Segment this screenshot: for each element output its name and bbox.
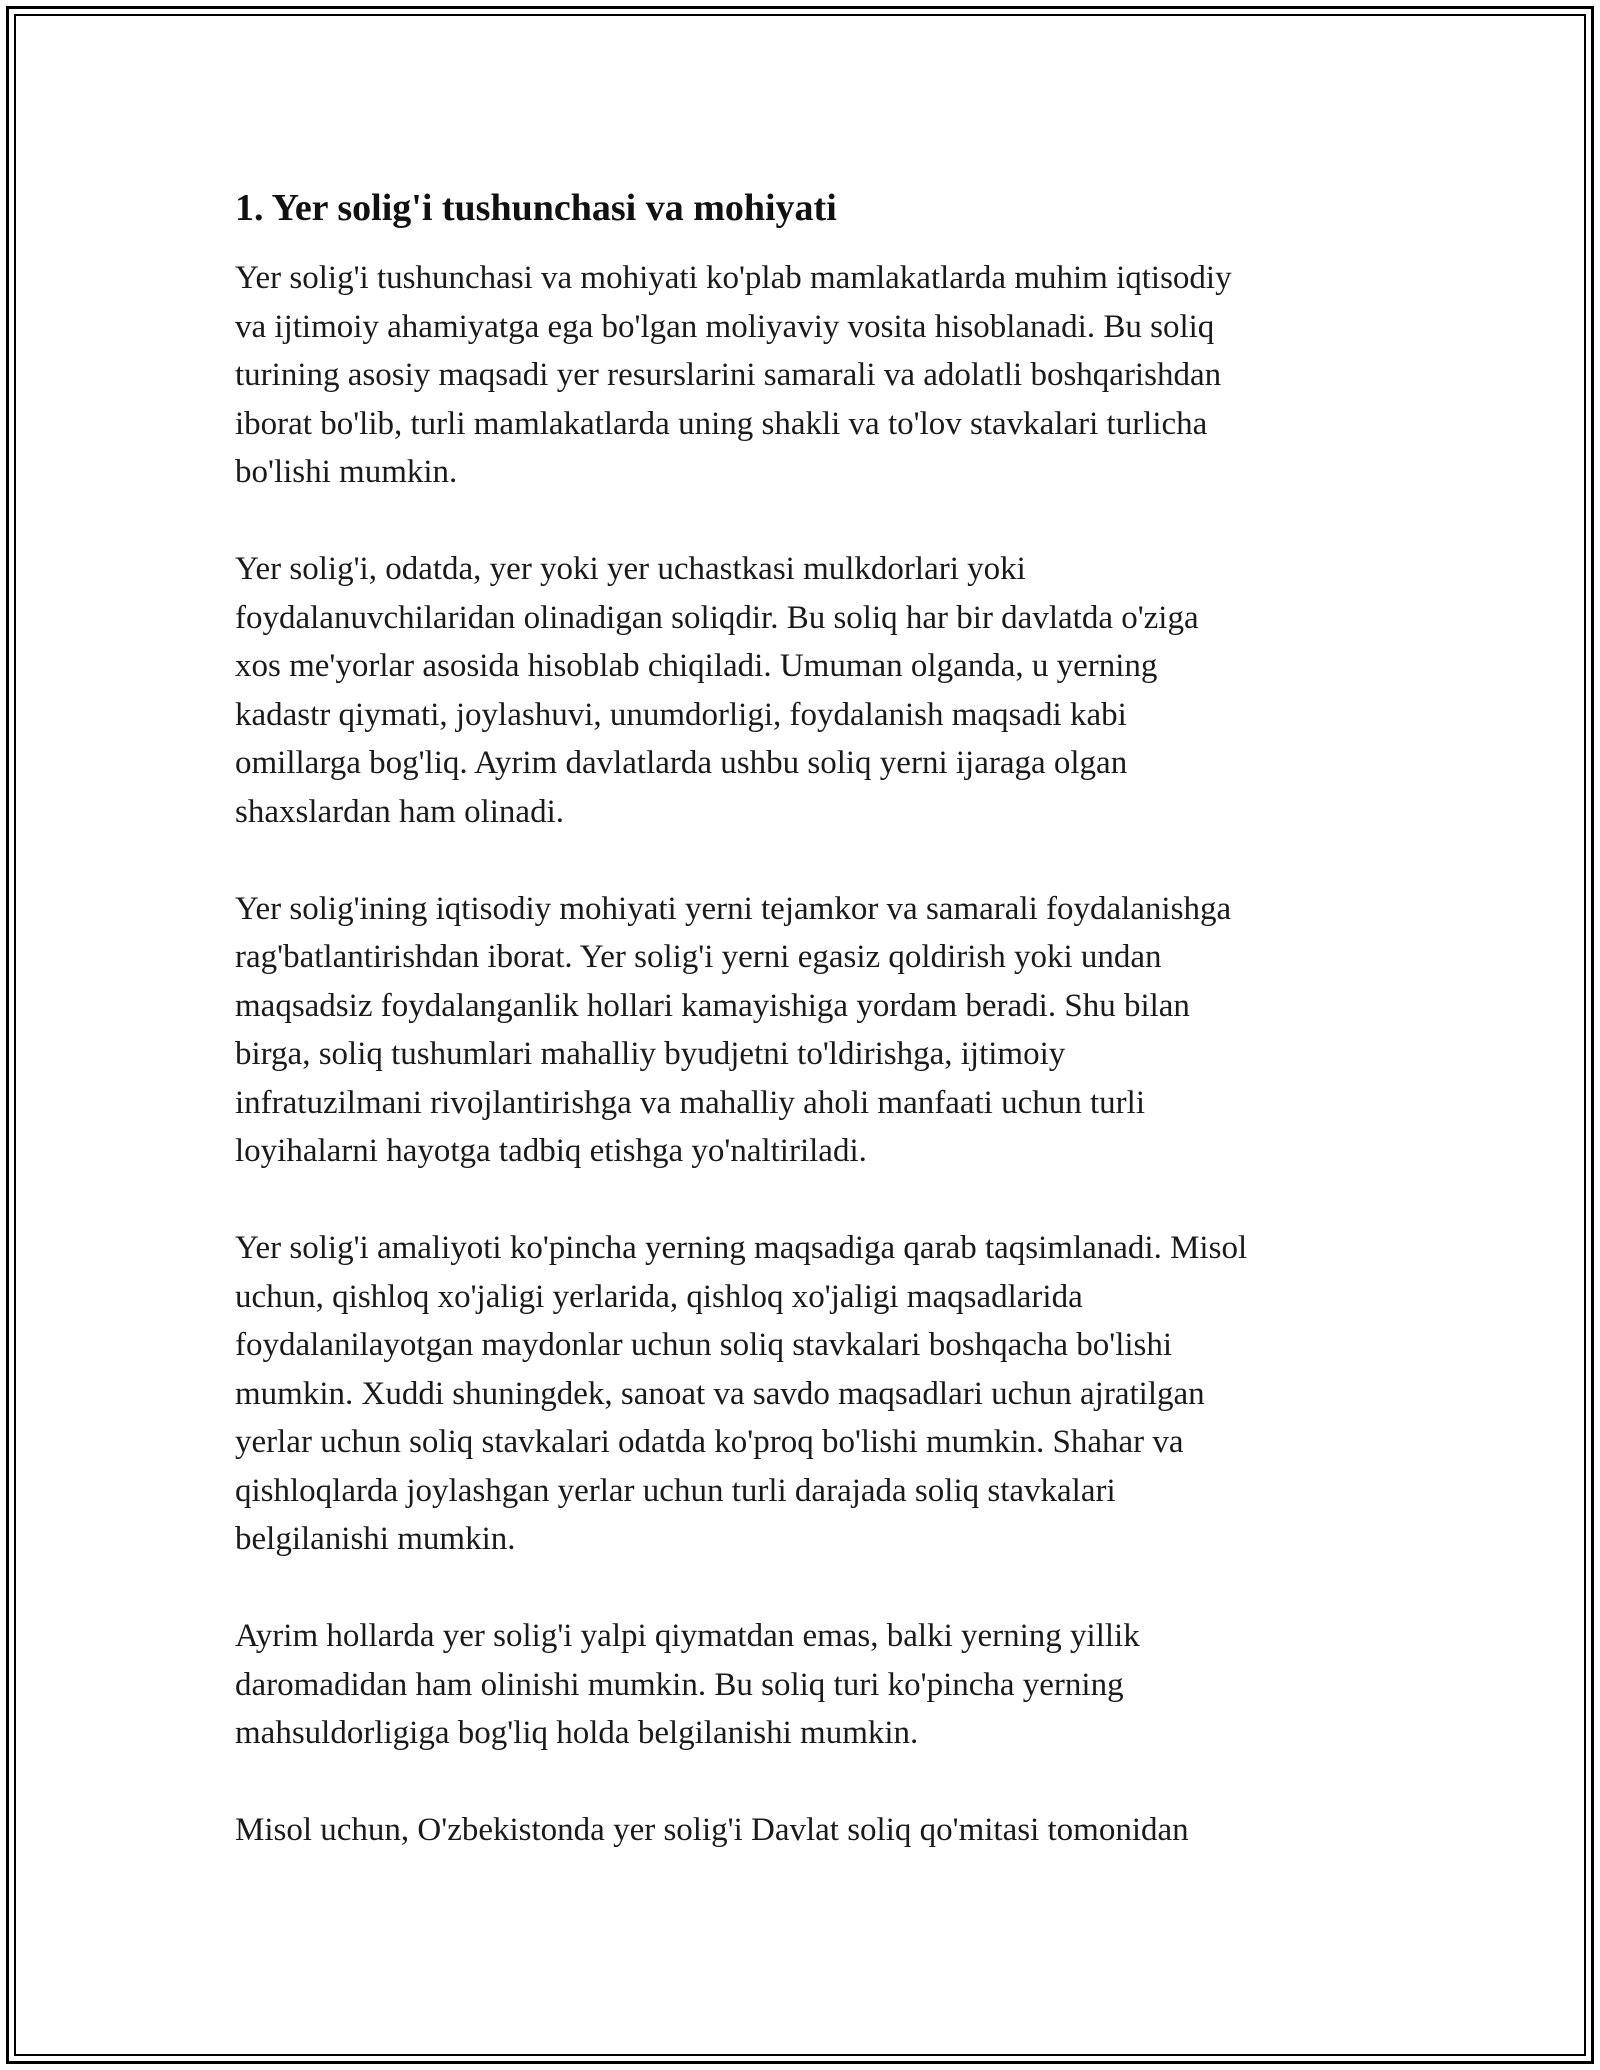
- section-title: 1. Yer solig'i tushunchasi va mohiyati: [235, 187, 837, 229]
- paragraph-1: Yer solig'i tushunchasi va mohiyati ko'plab mamlakatlarda muhim iqtisodiy va ijtimoiy ahamiyatga ega bo'lgan moliyaviy vosita hisoblanadi. Bu soliq turining asosiy maqsadi yer resurslarini samarali va adolatli boshqarishdan iborat bo'lib, turli mamlakatlarda uning shakli va to'lov stavkalari turlicha bo'lishi mumkin.: [235, 260, 1232, 490]
- paragraph-5: Ayrim hollarda yer solig'i yalpi qiymatdan emas, balki yerning yillik daromadidan ham olinishi mumkin. Bu soliq turi ko'pincha yerning mahsuldorligiga bog'liq holda belgilanishi mumkin.: [235, 1618, 1140, 1751]
- paragraph-3: Yer solig'ining iqtisodiy mohiyati yerni tejamkor va samarali foydalanishga rag'batlantirishdan iborat. Yer solig'i yerni egasiz qoldirish yoki undan maqsadsiz foydalanganlik hollari kamayishiga yordam beradi. Shu bilan birga, soliq tushumlari mahalliy byudjetni to'ldirishga, ijtimoiy infratuzilmani rivojlantirishga va mahalliy aholi manfaati uchun turli loyihalarni hayotga tadbiq etishga yo'naltiriladi.: [235, 890, 1232, 1169]
- paragraph-2: Yer solig'i, odatda, yer yoki yer uchastkasi mulkdorlari yoki foydalanuvchilaridan olinadigan soliqdir. Bu soliq har bir davlatda o'ziga xos me'yorlar asosida hisoblab chiqiladi. Umuman olganda, u yerning kadastr qiymati, joylashuvi, unumdorligi, foydalanish maqsadi kabi omillarga bog'liq. Ayrim davlatlarda ushbu soliq yerni ijaraga olgan shaxslardan ham olinadi.: [235, 551, 1199, 830]
- paragraph-4: Yer solig'i amaliyoti ko'pincha yerning maqsadiga qarab taqsimlanadi. Misol uchun, qishloq xo'jaligi yerlarida, qishloq xo'jaligi maqsadlarida foydalanilayotgan maydonlar uchun soliq stavkalari boshqacha bo'lishi mumkin. Xuddi shuningdek, sanoat va savdo maqsadlari uchun ajratilgan yerlar uchun soliq stavkalari odatda ko'proq bo'lishi mumkin. Shahar va qishloqlarda joylashgan yerlar uchun turli darajada soliq stavkalari belgilanishi mumkin.: [235, 1230, 1248, 1557]
- document-body: [235, 184, 1375, 1903]
- paragraph-6: Misol uchun, O'zbekistonda yer solig'i Davlat soliq qo'mitasi tomonidan: [235, 1812, 1189, 1848]
